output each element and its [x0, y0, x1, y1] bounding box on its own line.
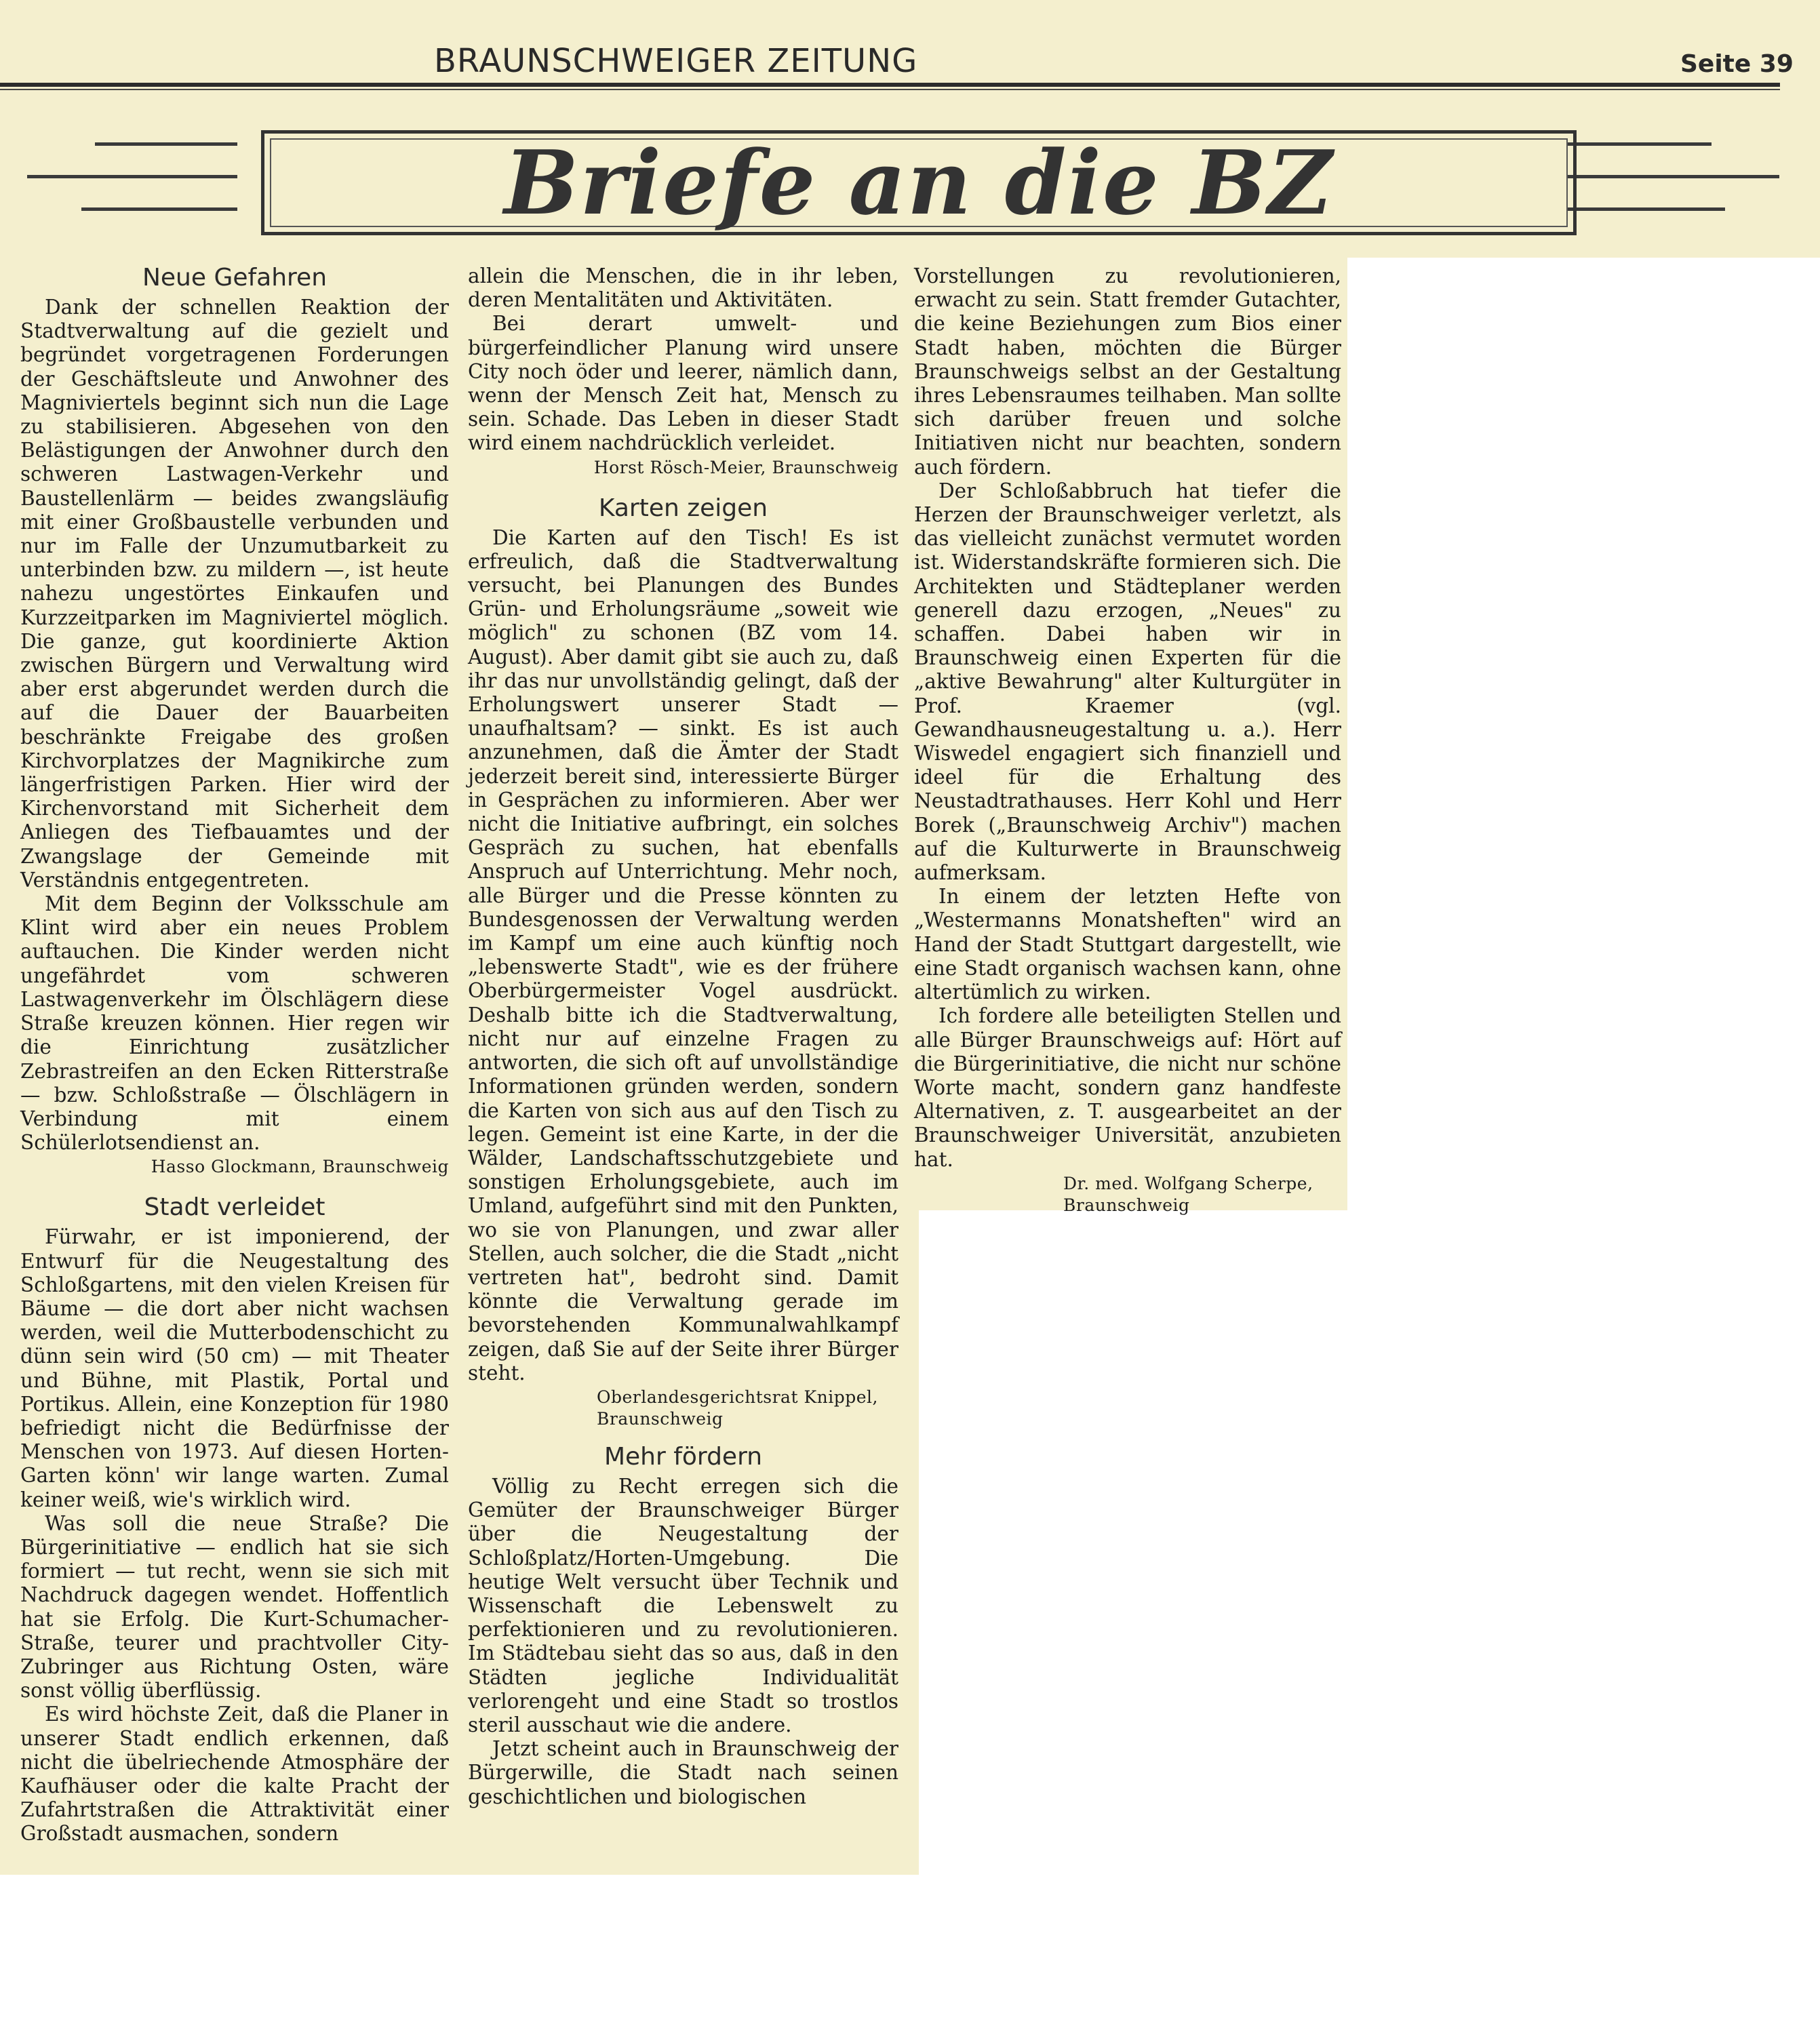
masthead: BRAUNSCHWEIGER ZEITUNG [434, 42, 918, 80]
letter-paragraph: Ich fordere alle beteiligten Stellen und alle Bürger Braunschweigs auf: Hört auf die Bürgerinitiative, die nicht nur schöne Worte macht, sondern ganz handfeste Alternativen, z. T. ausgearbeitet an der Braunschweiger Universität, anzubieten hat. [914, 1004, 1341, 1171]
column-2 [468, 264, 898, 1809]
header-rule [0, 83, 1780, 87]
column-1 [20, 258, 449, 1846]
decorative-rule [1568, 207, 1725, 211]
letter-paragraph: Bei derart umwelt- und bürgerfeindlicher Planung wird unsere City noch öder und leerer, nämlich dann, wenn der Mensch Zeit hat, Mensch zu sein. Schade. Das Leben in dieser Stadt wird einem nachdrücklich verleidet. [468, 312, 898, 455]
page-number: Seite 39 [1680, 50, 1794, 78]
decorative-rule [1568, 142, 1712, 146]
letter-paragraph: Die Karten auf den Tisch! Es ist erfreulich, daß die Stadtverwaltung versucht, bei Planungen des Bundes Grün- und Erholungsräume „soweit wie möglich" zu schonen (BZ vom 14. August). Aber damit gibt sie auch zu, daß ihr das nur unvollständig gelingt, daß der Erholungswert unserer Stadt — unaufhaltsam? — sinkt. Es ist auch anzunehmen, daß die Ämter der Stadt jederzeit bereit sind, interessierte Bürger in Gesprächen zu informieren. Aber wer nicht die Initiative aufbringt, ein solches Gespräch zu suchen, hat ebenfalls Anspruch auf Unterrichtung. Mehr noch, alle Bürger und die Presse könnten zu Bundesgenossen der Verwaltung werden im Kampf um eine auch künftig noch „lebenswerte Stadt", wie es der frühere Oberbürgermeister Vogel ausdrückt. Deshalb bitte ich die Stadtverwaltung, nicht nur auf einzelne Fragen zu antworten, die sich oft auf unvollständige Informationen gründen werden, sondern die Karten von sich aus auf den Tisch zu legen. Gemeint ist eine Karte, in der die Wälder, Landschaftsschutzgebiete und sonstigen Erholungsgebiete, auch im Umland, aufgeführt sind mit den Punkten, wo sie von Planungen, und zwar aller Stellen, auch solcher, die die Stadt „nicht vertreten hat", bedroht sind. Damit könnte die Verwaltung gerade im bevorstehenden Kommunalwahlkampf zeigen, daß Sie auf der Seite ihrer Bürger steht. [468, 525, 898, 1385]
letter-signature-line: Oberlandesgerichtsrat Knippel, [597, 1387, 878, 1407]
decorative-rule [81, 207, 237, 211]
decorative-rule [1568, 175, 1779, 178]
section-banner [270, 131, 1568, 235]
letter-signature-line: Dr. med. Wolfgang Scherpe, [1063, 1173, 1313, 1193]
column-3 [914, 264, 1341, 1231]
letter-paragraph: Mit dem Beginn der Volksschule am Klint wird aber ein neues Problem auftauchen. Die Kinder werden nicht ungefährdet vom schweren Lastwagenverkehr im Ölschlägern diese Straße kreuzen können. Hier regen wir die Einrichtung zusätzlicher Zebrastreifen an den Ecken Ritterstraße — bzw. Schloßstraße — Ölschlägern in Verbindung mit einem Schülerlotsendienst an. [20, 892, 449, 1155]
section-title: Briefe an die BZ [504, 131, 1334, 235]
letter-title: Mehr fördern [604, 1442, 763, 1471]
letter-title: Neue Gefahren [142, 264, 328, 292]
letter-paragraph: Vorstellungen zu revolutionieren, erwacht zu sein. Statt fremder Gutachter, die keine Beziehungen zum Bios einer Stadt haben, möchten die Bürger Braunschweigs selbst an der Gestaltung ihres Lebensraumes teilhaben. Man sollte sich darüber freuen und solche Initiativen nicht nur beachten, sondern auch fördern. [914, 264, 1341, 479]
decorative-rule [27, 175, 237, 178]
letter-signature: Horst Rösch-Meier, Braunschweig [593, 457, 898, 477]
letter-paragraph: Fürwahr, er ist imponierend, der Entwurf für die Neugestaltung des Schloßgartens, mit den vielen Kreisen für Bäume — die dort aber nicht wachsen werden, weil die Mutterbodenschicht zu dünn sein wird (50 cm) — mit Theater und Bühne, mit Plastik, Portal und Portikus. Allein, eine Konzeption für 1980 befriedigt nicht die Bedürfnisse der Menschen von 1973. Auf diesen Horten-Garten könn' wir lange warten. Zumal keiner weiß, wie's wirklich wird. [20, 1225, 449, 1511]
letter-signature [468, 1387, 898, 1430]
letter-signature: Hasso Glockmann, Braunschweig [151, 1157, 449, 1177]
letter-paragraph: Völlig zu Recht erregen sich die Gemüter der Braunschweiger Bürger über die Neugestaltung der Schloßplatz/Horten-Umgebung. Die heutige Welt versucht über Technik und Wissenschaft die Lebenswelt zu perfektionieren und zu revolutionieren. Im Städtebau sieht das so aus, daß in den Städten jegliche Individualität verlorengeht und eine Stadt so trostlos steril ausschaut wie die andere. [468, 1474, 898, 1736]
letter-paragraph: allein die Menschen, die in ihr leben, deren Mentalitäten und Aktivitäten. [468, 264, 898, 312]
letter-paragraph: Jetzt scheint auch in Braunschweig der Bürgerwille, die Stadt nach seinen geschichtlichen und biologischen [468, 1737, 898, 1808]
letter-paragraph: Der Schloßabbruch hat tiefer die Herzen der Braunschweiger verletzt, als das vielleicht zunächst vermutet worden ist. Widerstandskräfte formieren sich. Die Architekten und Städteplaner werden generell dazu erzogen, „Neues" zu schaffen. Dabei haben wir in Braunschweig einen Experten für die „aktive Bewahrung" alter Kulturgüter in Prof. Kraemer (vgl. Gewandhausneugestaltung u. a.). Herr Wiswedel engagiert sich finanziell und ideel für die Erhaltung des Neustadtrathauses. Herr Kohl und Herr Borek („Braunschweig Archiv") machen auf die Kulturwerte in Braunschweig aufmerksam. [914, 479, 1341, 885]
letter-signature [914, 1173, 1341, 1216]
letter-signature-line: Braunschweig [597, 1408, 724, 1429]
header-rule-thin [0, 89, 1780, 90]
letter-paragraph: Was soll die neue Straße? Die Bürgerinitiative — endlich hat sie sich formiert — tut recht, wenn sie sich mit Nachdruck dagegen wendet. Hoffentlich hat sie Erfolg. Die Kurt-Schumacher-Straße, teurer und prachtvoller City-Zubringer aus Richtung Osten, wäre sonst völlig überflüssig. [20, 1511, 449, 1703]
letter-paragraph: In einem der letzten Hefte von „Westermanns Monatsheften" wird an Hand der Stadt Stuttgart dargestellt, wie eine Stadt organisch wachsen kann, ohne altertümlich zu wirken. [914, 885, 1341, 1004]
letter-title: Karten zeigen [598, 494, 768, 522]
letter-title: Stadt verleidet [144, 1193, 325, 1222]
letter-paragraph: Es wird höchste Zeit, daß die Planer in unserer Stadt endlich erkennen, daß nicht die übelriechende Atmosphäre der Kaufhäuser oder die kalte Pracht der Zufahrtstraßen die Attraktivität einer Großstadt ausmachen, sondern [20, 1703, 449, 1846]
letter-paragraph: Dank der schnellen Reaktion der Stadtverwaltung auf die gezielt und begründet vorgetragenen Forderungen der Geschäftsleute und Anwohner des Magniviertels beginnt sich nun die Lage zu stabilisieren. Abgesehen von den Belästigungen der Anwohner durch den schweren Lastwagen-Verkehr und Baustellenlärm — beides zwangsläufig mit einer Großbaustelle verbunden und nur im Falle der Unzumutbarkeit zu unterbinden bzw. zu mildern —, ist heute nahezu ungestörtes Einkaufen und Kurzzeitparken im Magniviertel möglich. Die ganze, gut koordinierte Aktion zwischen Bürgern und Verwaltung wird aber erst abgerundet werden durch die auf die Dauer der Bauarbeiten beschränkte Freigabe des großen Kirchvorplatzes der Magnikirche zum längerfristigen Parken. Hier wird der Kirchenvorstand mit Sicherheit dem Anliegen des Tiefbauamtes und der Zwangslage der Gemeinde mit Verständnis entgegentreten. [20, 296, 449, 892]
decorative-rule [95, 142, 237, 146]
letter-signature-line: Braunschweig [1063, 1195, 1190, 1215]
